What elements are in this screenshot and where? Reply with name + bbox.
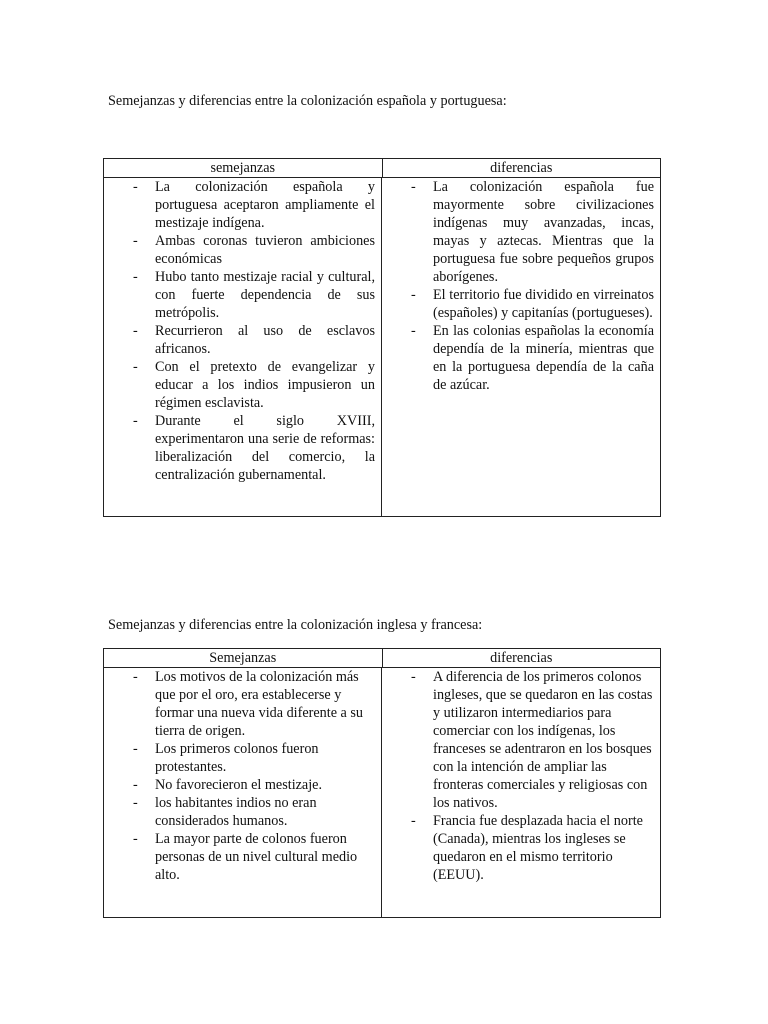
list-item: - Durante el siglo XVIII, experimentaron una serie de reformas: liberalización del comercio, la centralización gubernamental. bbox=[104, 412, 381, 484]
list-item: - Ambas coronas tuvieron ambiciones económicas bbox=[104, 232, 381, 268]
similarities-column bbox=[104, 178, 382, 516]
england-france-table bbox=[103, 648, 661, 918]
section2-title: Semejanzas y diferencias entre la colonización inglesa y francesa: bbox=[108, 617, 483, 633]
list-item: - La mayor parte de colonos fueron personas de un nivel cultural medio alto. bbox=[104, 830, 381, 884]
list-item: - No favorecieron el mestizaje. bbox=[104, 776, 381, 794]
list-item: - Los motivos de la colonización más que por el oro, era establecerse y formar una nueva vida diferente a su tierra de origen. bbox=[104, 668, 381, 740]
table-header-row bbox=[104, 159, 660, 178]
differences-column bbox=[382, 668, 660, 917]
spain-portugal-table bbox=[103, 158, 661, 517]
differences-header: diferencias bbox=[490, 160, 553, 176]
similarities-column bbox=[104, 668, 382, 917]
list-item: - Recurrieron al uso de esclavos africanos. bbox=[104, 322, 381, 358]
list-item: - Los primeros colonos fueron protestantes. bbox=[104, 740, 381, 776]
list-item: - Hubo tanto mestizaje racial y cultural, con fuerte dependencia de sus metrópolis. bbox=[104, 268, 381, 322]
list-item: - El territorio fue dividido en virreinatos (españoles) y capitanías (portugueses). bbox=[382, 286, 660, 322]
list-item: - Con el pretexto de evangelizar y educar a los indios impusieron un régimen esclavista. bbox=[104, 358, 381, 412]
similarities-header: Semejanzas bbox=[104, 649, 383, 667]
list-item: - A diferencia de los primeros colonos ingleses, que se quedaron en las costas y utilizaron intermediarios para comerciar con los indígenas, los franceses se adentraron en los bosques con la intención de ampliar las fronteras comerciales y religiosas con los nativos. bbox=[382, 668, 660, 812]
list-item: - los habitantes indios no eran considerados humanos. bbox=[104, 794, 381, 830]
list-item: - La colonización española fue mayormente sobre civilizaciones indígenas muy avanzadas, incas, mayas y aztecas. Mientras que la portuguesa fue sobre pequeños grupos aborígenes. bbox=[382, 178, 660, 286]
list-item: - La colonización española y portuguesa aceptaron ampliamente el mestizaje indígena. bbox=[104, 178, 381, 232]
similarities-header: semejanzas bbox=[104, 159, 383, 177]
table-header-row bbox=[104, 649, 660, 668]
list-item: - Francia fue desplazada hacia el norte (Canada), mientras los ingleses se quedaron en el mismo territorio (EEUU). bbox=[382, 812, 660, 884]
list-item: - En las colonias españolas la economía dependía de la minería, mientras que en la portuguesa dependía de la caña de azúcar. bbox=[382, 322, 660, 394]
differences-column bbox=[382, 178, 660, 516]
section1-title: Semejanzas y diferencias entre la colonización española y portuguesa: bbox=[108, 93, 507, 109]
differences-header: diferencias bbox=[490, 650, 553, 666]
